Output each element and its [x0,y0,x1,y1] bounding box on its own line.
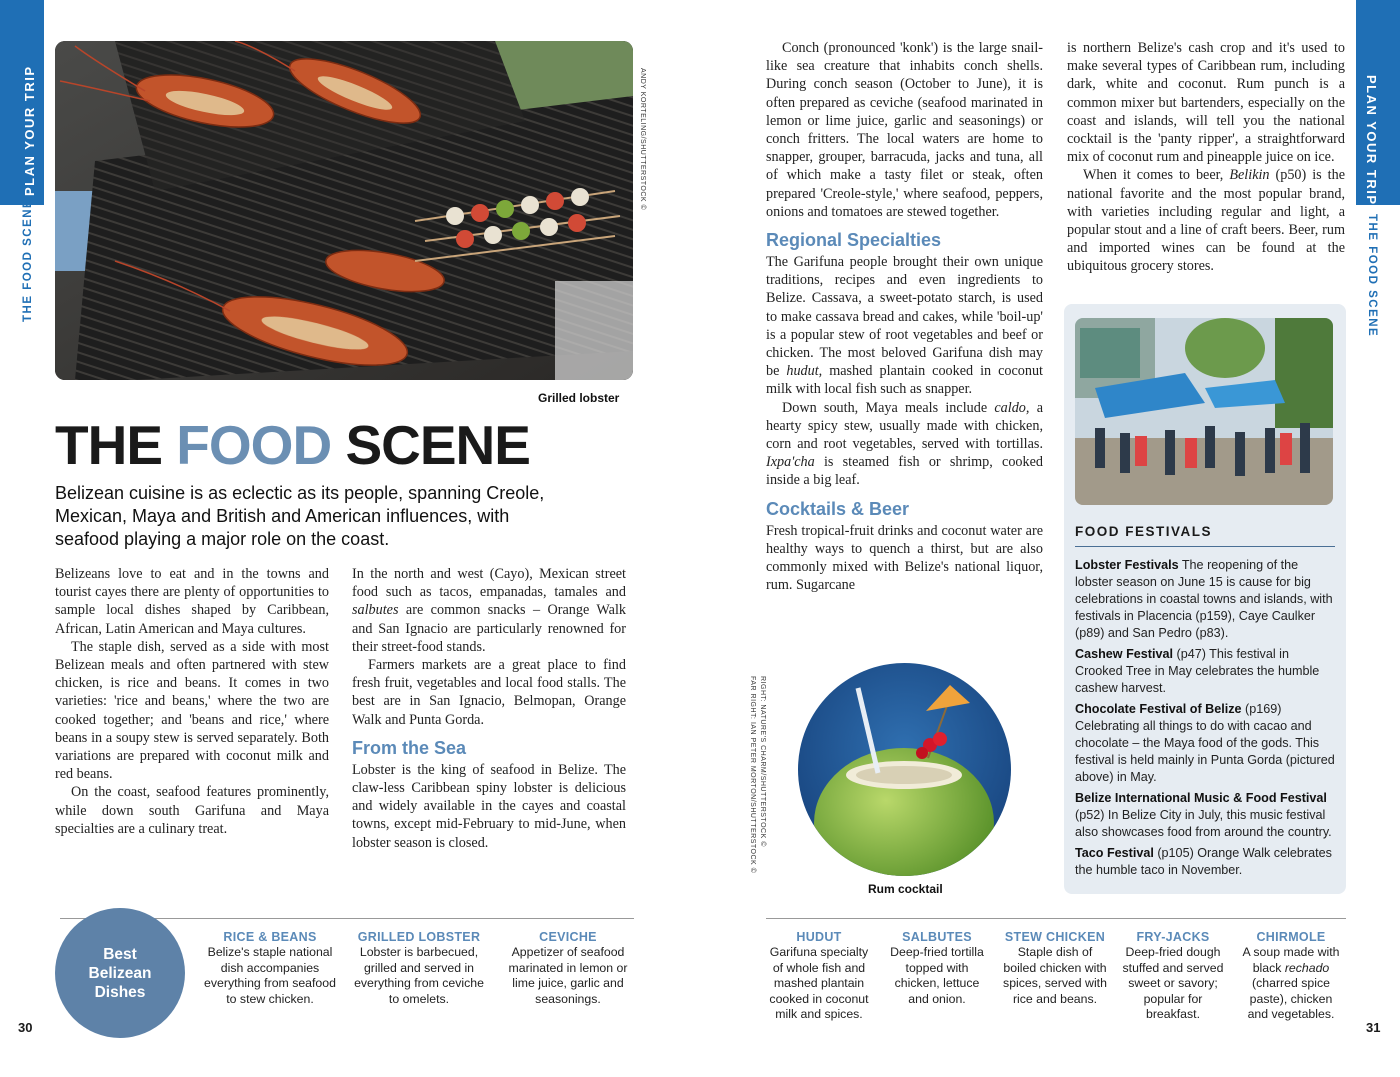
dish-desc: Staple dish of boiled chicken with spices, served with rice and beans. [1003,945,1107,1006]
cocktail-photo-credit-2: FAR RIGHT: IAN PETER MORTON/SHUTTERSTOCK © [749,676,756,874]
dish-desc-emphasis: rechado [1284,960,1330,975]
section-label-right: THE FOOD SCENE [1366,214,1378,338]
side-tab-label-left: PLAN YOUR TRIP [22,65,37,196]
col2-p1-emphasis: salbutes [352,602,399,619]
lobster-photo-credit: ANDY KORTELING/SHUTTERSTOCK © [639,68,646,211]
dish-desc-b: (charred spice paste), chicken and vegetables. [1247,976,1335,1022]
col3-p2-emphasis: hudut, [786,363,823,380]
body-column-3 [766,39,1043,594]
festival-street-photo [1075,318,1333,505]
rum-cocktail-photo [798,663,1011,876]
festival-text: (p169) Celebrating all things to do with cacao and chocolate – the Maya food of the gods. This festival is held mainly in Punta Gorda (pictured above) in May. [1075,702,1335,784]
col1-paragraph-3: On the coast, seafood features prominently, while down south Garifuna and Maya specialties are a culinary treat. [55,784,329,837]
festival-text: (p105) Orange Walk celebrates the humble taco in November. [1075,846,1332,877]
col3-p2-text-a: The Garifuna people brought their own unique traditions, recipes and even ingredients to Belize. Cassava, a sweet-potato starch, is used to make cassava bread and cakes, while 'boil-up' is a popular stew of root vegetables and beef or chicken. The most beloved Garifuna dish may be [766,254,1043,380]
festival-text: (p52) In Belize City in July, this music festival also showcases food from around the country. [1075,808,1332,839]
subhead-cocktails-beer: Cocktails & Beer [766,498,910,519]
dish-desc: Deep-fried dough stuffed and served sweet or savory; popular for breakfast. [1122,945,1224,1022]
festival-name: Taco Festival [1075,846,1154,860]
col3-paragraph-2 [766,253,1043,399]
food-festivals-title: FOOD FESTIVALS [1075,524,1335,547]
col1-paragraph-2: The staple dish, served as a side with most Belizean meals and often partnered with stew chicken, is rice and beans. It comes in two varieties: 'rice and beans,' where the two are cooked together; and 'beans and rice,' where beans in a soupy stew is served separately. Both variations are prepared with coconut milk and red beans. [55,638,329,783]
col3-paragraph-4: Fresh tropical-fruit drinks and coconut water are healthy ways to quench a thirst, but are also commonly mixed with Belize's national liquor, rum. Sugarcane [766,522,1043,594]
festival-street-illustration [1075,318,1333,505]
dish-item [1000,930,1110,1007]
dish-name: SALBUTES [902,930,972,944]
dish-desc: Appetizer of seafood marinated in lemon or lime juice, garlic and seasonings. [508,945,628,1006]
food-festivals-list [1075,557,1337,883]
dish-name: GRILLED LOBSTER [357,930,481,944]
festival-item [1075,790,1337,841]
col3-p3-emphasis-1: caldo, [994,399,1030,416]
page-number-left: 30 [18,1020,33,1035]
col3-paragraph-3 [766,399,1043,490]
cocktail-photo-credit-1: RIGHT: NATURE'S CHARM/SHUTTERSTOCK © [759,676,766,847]
dish-desc: Deep-fried tortilla topped with chicken, lettuce and onion. [890,945,984,1006]
col4-paragraph-1: is northern Belize's cash crop and it's used to make several types of Caribbean rum, including dark, white and coconut. Rum punch is a common mixer but bartenders, especially on the coast and islands, will tell you the national cocktail is the 'panty ripper', a straightforward mix of coconut rum and pineapple juice on ice. [1067,40,1345,166]
body-column-4 [1067,39,1345,276]
rum-cocktail-illustration [798,663,1011,876]
col3-p3-text-a: Down south, Maya meals include [782,399,995,416]
col4-p2-text-a: When it comes to beer, [1083,167,1230,184]
lobster-caption: Grilled lobster [538,391,620,405]
dish-item [764,930,874,1022]
col2-paragraph-3: Lobster is the king of seafood in Belize. The claw-less Caribbean spiny lobster is delicious and widely available in the cayes and coastal towns, except mid-February to mid-June, when lobster season is closed. [352,761,626,851]
col2-paragraph-2: Farmers markets are a great place to find fresh fruit, vegetables and local food stalls. The best are in San Ignacio, Belmopan, Orange Walk and Punta Gorda. [352,657,626,728]
col4-paragraph-2 [1067,166,1345,275]
title-part-1: THE [55,414,177,476]
col1-paragraph-1: Belizeans love to eat and in the towns and tourist cayes there are plenty of opportunities to sample local dishes shaped by Caribbean, African, Latin American and Maya cultures. [55,566,329,637]
page-title [55,414,530,476]
dish-name: FRY-JACKS [1136,930,1210,944]
dish-name: RICE & BEANS [223,930,317,944]
dish-name: CEVICHE [539,930,597,944]
dish-item [884,930,990,1007]
subhead-regional-specialties: Regional Specialties [766,230,942,251]
dish-name: CHIRMOLE [1256,930,1326,944]
dish-item [1118,930,1228,1022]
dish-item [204,930,336,1007]
col3-p3-text-b: a hearty spicy stew, usually made with chicken, corn and root vegetables, served with tortillas. [766,399,1043,453]
page-number-right: 31 [1366,1020,1381,1035]
subhead-from-the-sea: From the Sea [352,737,467,758]
best-dishes-badge: Best Belizean Dishes [55,908,185,1038]
festival-name: Lobster Festivals [1075,558,1179,572]
title-accent: FOOD [176,414,332,476]
col3-paragraph-1: Conch (pronounced 'konk') is the large snail-like sea creature that inhabits conch shells. During conch season (October to June), it is often prepared as ceviche (seafood marinated in lemon or lime juice, garlic and seasonings) or conch fritters. The local waters are home to snapper, grouper, barracuda, jacks and tuna, all of which make a tasty filet or steak, often prepared 'Creole-style,' where seafood, peppers, onions and tomatoes are stewed together. [766,40,1043,220]
festival-name: Cashew Festival [1075,647,1173,661]
dish-item [504,930,632,1007]
intro-text: Belizean cuisine is as eclectic as its people, spanning Creole, Mexican, Maya and British and American influences, with seafood playing a major role on the coast. [55,483,545,549]
festival-name: Chocolate Festival of Belize [1075,702,1242,716]
dish-desc: Garifuna specialty of whole fish and mashed plantain cooked in coconut milk and spices. [769,945,869,1022]
dish-desc: Lobster is barbecued, grilled and served in everything from ceviche to omelets. [354,945,484,1006]
festival-item [1075,646,1337,697]
festival-item [1075,557,1337,642]
grilled-lobster-illustration [55,41,633,380]
dish-desc: Belize's staple national dish accompanies everything from seafood to stew chicken. [204,945,336,1006]
col4-p2-text-b: (p50) is the national favorite and the most popular brand, with varieties including regular and light, a popular stout and a line of craft beers. Beer, rum and imported wines can be found at the ubiquitous grocery stores. [1067,167,1345,275]
dish-name: STEW CHICKEN [1004,930,1106,944]
col2-paragraph-1 [352,565,626,656]
col3-p2-text-b: mashed plantain cooked in coconut milk with local fish such as snapper. [766,363,1043,398]
section-label-left: THE FOOD SCENE [22,198,34,322]
festival-text: (p47) This festival in Crooked Tree in May celebrates the humble cashew harvest. [1075,647,1320,695]
col4-p2-emphasis: Belikin [1229,167,1270,184]
side-tab-label-right: PLAN YOUR TRIP [1364,75,1379,206]
col2-p1-text-b: are common snacks – Orange Walk and San Ignacio are particularly renowned for their street-food stands. [352,602,626,655]
festival-name: Belize International Music & Food Festival [1075,791,1327,805]
col3-p3-emphasis-2: Ixpa'cha [766,454,815,471]
festival-item [1075,845,1337,879]
festival-item [1075,701,1337,786]
title-part-2: SCENE [331,414,530,476]
body-column-1 [55,565,329,838]
col2-p1-text-a: In the north and west (Cayo), Mexican street food such as tacos, empanadas, tamales and [352,566,626,601]
dish-item [1238,930,1344,1022]
cocktail-caption: Rum cocktail [868,882,943,896]
dishes-divider-right [766,918,1346,919]
dish-desc-a: A soup made with black [1242,945,1340,975]
festival-text: The reopening of the lobster season on June 15 is cause for big celebrations in coastal towns and islands, with festivals in Placencia (p159), Caye Caulker (p89) and San Pedro (p83). [1075,558,1333,640]
col3-p3-text-c: is steamed fish or shrimp, cooked inside a big leaf. [766,454,1043,489]
dish-name: HUDUT [796,930,842,944]
body-column-2 [352,565,626,852]
dish-item [354,930,484,1007]
grilled-lobster-photo [55,41,633,380]
dish-desc [1242,945,1339,1021]
